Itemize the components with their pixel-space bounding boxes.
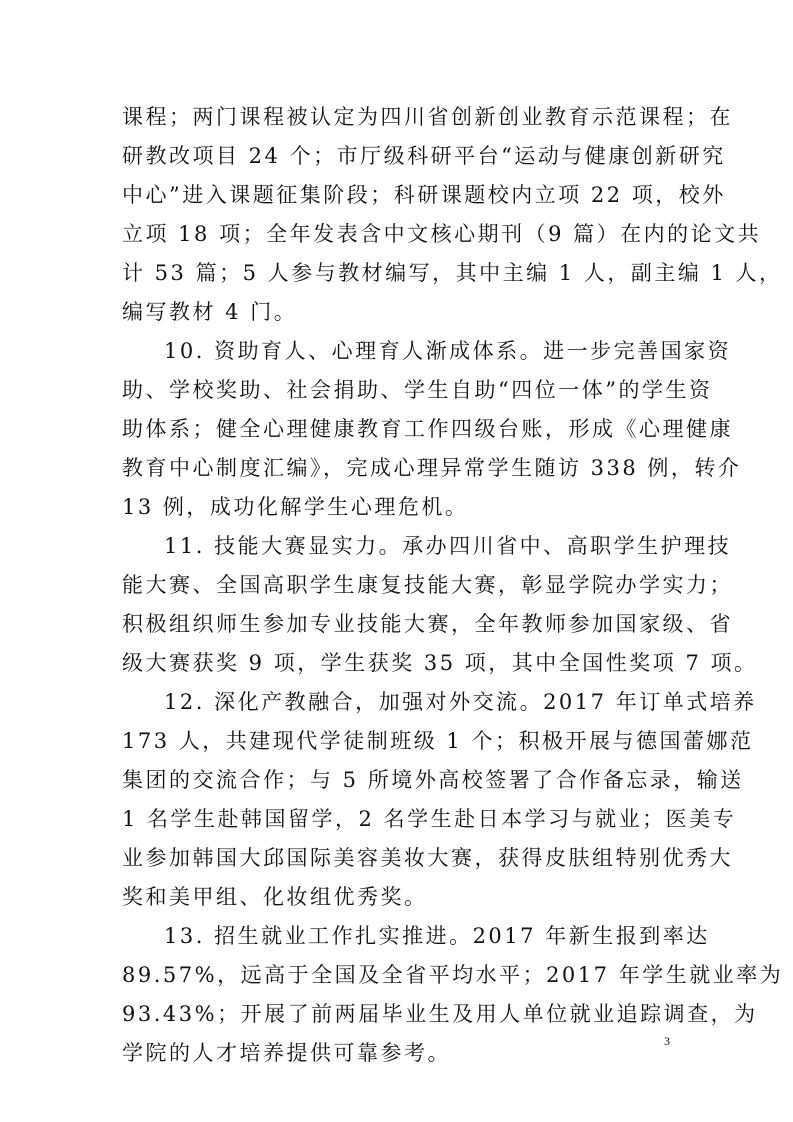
text-line: 93.43%；开展了前两届毕业生及用人单位就业追踪调查，为 (122, 1002, 758, 1026)
text-line: 中心”进入课题征集阶段；科研课题校内立项 22 项，校外 (122, 183, 726, 207)
text-line: 能大赛、全国高职学生康复技能大赛，彰显学院办学实力； (122, 573, 733, 597)
text-line: 13 例，成功化解学生心理危机。 (122, 495, 469, 519)
text-line: 1 名学生赴韩国留学，2 名学生赴日本学习与就业；医美专 (122, 807, 737, 831)
text-line: 助体系；健全心理健康教育工作四级台账，形成《心理健康 (122, 417, 733, 441)
text-line: 173 人，共建现代学徒制班级 1 个；积极开展与德国蕾娜范 (122, 729, 754, 753)
page-number: 3 (664, 1034, 670, 1048)
text-line: 奖和美甲组、化妆组优秀奖。 (122, 885, 428, 909)
text-line: 计 53 篇；5 人参与教材编写，其中主编 1 人，副主编 1 人， (122, 261, 783, 285)
text-line: 编写教材 4 门。 (122, 300, 298, 324)
text-line: 业参加韩国大邱国际美容美妆大赛，获得皮肤组特别优秀大 (122, 846, 733, 870)
paragraph-10-first-line: 10. 资助育人、心理育人渐成体系。进一步完善国家资 (164, 339, 732, 363)
text-line: 学院的人才培养提供可靠参考。 (122, 1041, 451, 1065)
text-line: 级大赛获奖 9 项，学生获奖 35 项，其中全国性奖项 7 项。 (122, 651, 758, 675)
paragraph-12-first-line: 12. 深化产教融合，加强对外交流。2017 年订单式培养 (164, 690, 757, 714)
text-line: 积极组织师生参加专业技能大赛，全年教师参加国家级、省 (122, 612, 733, 636)
text-line: 课程；两门课程被认定为四川省创新创业教育示范课程；在 (122, 105, 733, 129)
text-line: 研教改项目 24 个；市厅级科研平台“运动与健康创新研究 (122, 144, 726, 168)
text-line: 立项 18 项；全年发表含中文核心期刊（9 篇）在内的论文共 (122, 222, 762, 246)
paragraph-11-first-line: 11. 技能大赛显实力。承办四川省中、高职学生护理技 (164, 534, 732, 558)
text-line: 集团的交流合作；与 5 所境外高校签署了合作备忘录，输送 (122, 768, 744, 792)
text-line: 89.57%，远高于全国及全省平均水平；2017 年学生就业率为 (122, 963, 784, 987)
text-line: 教育中心制度汇编》，完成心理异常学生随访 338 例，转介 (122, 456, 742, 480)
paragraph-13-first-line: 13. 招生就业工作扎实推进。2017 年新生报到率达 (164, 924, 710, 948)
text-line: 助、学校奖助、社会捐助、学生自助“四位一体”的学生资 (122, 378, 713, 402)
